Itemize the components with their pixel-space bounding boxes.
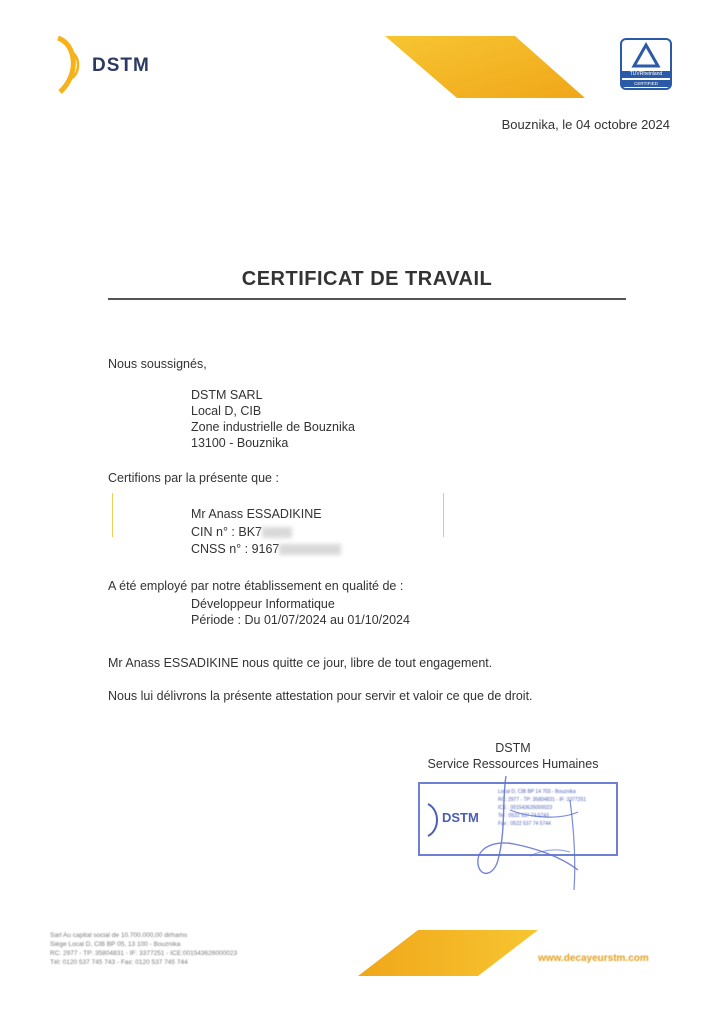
company-stamp	[418, 782, 618, 856]
date-line: Bouznika, le 04 octobre 2024	[501, 117, 670, 132]
job-details	[191, 596, 410, 628]
company-line: 13100 - Bouznika	[191, 436, 289, 450]
stamp-logo-text: DSTM	[442, 810, 479, 825]
cnss-label: CNSS n° : 9167	[191, 542, 280, 556]
attestation-statement: Nous lui délivrons la présente attestation pour servir et valoir ce que de droit.	[108, 689, 533, 703]
header-yellow-stripe	[385, 36, 585, 98]
logo-text: DSTM	[92, 55, 150, 76]
footer-line: Siège Local D, CIB BP 05, 13 100 - Bouznika	[50, 941, 181, 948]
signature-block	[420, 740, 606, 772]
job-title: Développeur Informatique	[191, 597, 335, 611]
stamp-line: Local D, CIB BP 14 703 - Bouznika	[498, 789, 576, 795]
certify-line: Certifions par la présente que :	[108, 471, 279, 485]
tuv-certified-badge	[620, 38, 672, 90]
stamp-line: ICE : 001543626000023	[498, 805, 553, 811]
stamp-line: Fax : 0522 537 74 5744	[498, 821, 551, 827]
employment-period: Période : Du 01/07/2024 au 01/10/2024	[191, 613, 410, 627]
stamp-line: RC: 2977 - TP: 35804831 - IF: 3377251	[498, 797, 587, 803]
company-line: DSTM SARL	[191, 388, 263, 402]
signer-department: Service Ressources Humaines	[427, 757, 599, 771]
badge-line2: CERTIFIED	[622, 80, 670, 87]
highlight-bracket-right	[443, 493, 444, 537]
leaving-statement: Mr Anass ESSADIKINE nous quitte ce jour, libre de tout engagement.	[108, 656, 493, 670]
employee-details	[191, 506, 341, 559]
company-line: Zone industrielle de Bouznika	[191, 420, 355, 434]
footer-line: RC: 2977 - TP: 35804831 - IF: 3377251 - ICE:001543626000023	[50, 950, 238, 957]
document-title: CERTIFICAT DE TRAVAIL	[241, 268, 493, 290]
footer-line: Tél: 0120 537 745 743 - Fax: 0120 537 745 744	[50, 959, 188, 966]
cin-label: CIN n° : BK7	[191, 524, 262, 539]
footer-website[interactable]: www.decayeurstm.com	[538, 953, 649, 964]
title-underline	[108, 298, 626, 300]
badge-line1: TÜVRheinland	[622, 71, 670, 78]
footer-legal-text	[50, 931, 360, 967]
footer-line: Sarl Au capital social de 10.700.000,00 dirhams	[50, 932, 188, 939]
company-line: Local D, CIB	[191, 404, 262, 418]
signer-company: DSTM	[495, 741, 531, 755]
stamp-logo-icon	[426, 802, 442, 838]
footer-yellow-stripe	[358, 930, 538, 976]
highlight-bracket-left	[112, 493, 113, 537]
greeting: Nous soussignés,	[108, 357, 207, 371]
tuv-triangle-icon	[622, 40, 670, 70]
employee-name: Mr Anass ESSADIKINE	[191, 507, 322, 521]
redacted-cnss	[279, 544, 341, 555]
stamp-line: Tel : 0522 537 74 5743	[498, 813, 549, 819]
company-address	[191, 387, 355, 451]
employee-cnss	[191, 541, 341, 559]
redacted-cin	[262, 527, 292, 538]
employee-cin	[191, 524, 341, 542]
employed-intro: A été employé par notre établissement en qualité de :	[108, 579, 404, 593]
stamp-details	[498, 788, 614, 828]
